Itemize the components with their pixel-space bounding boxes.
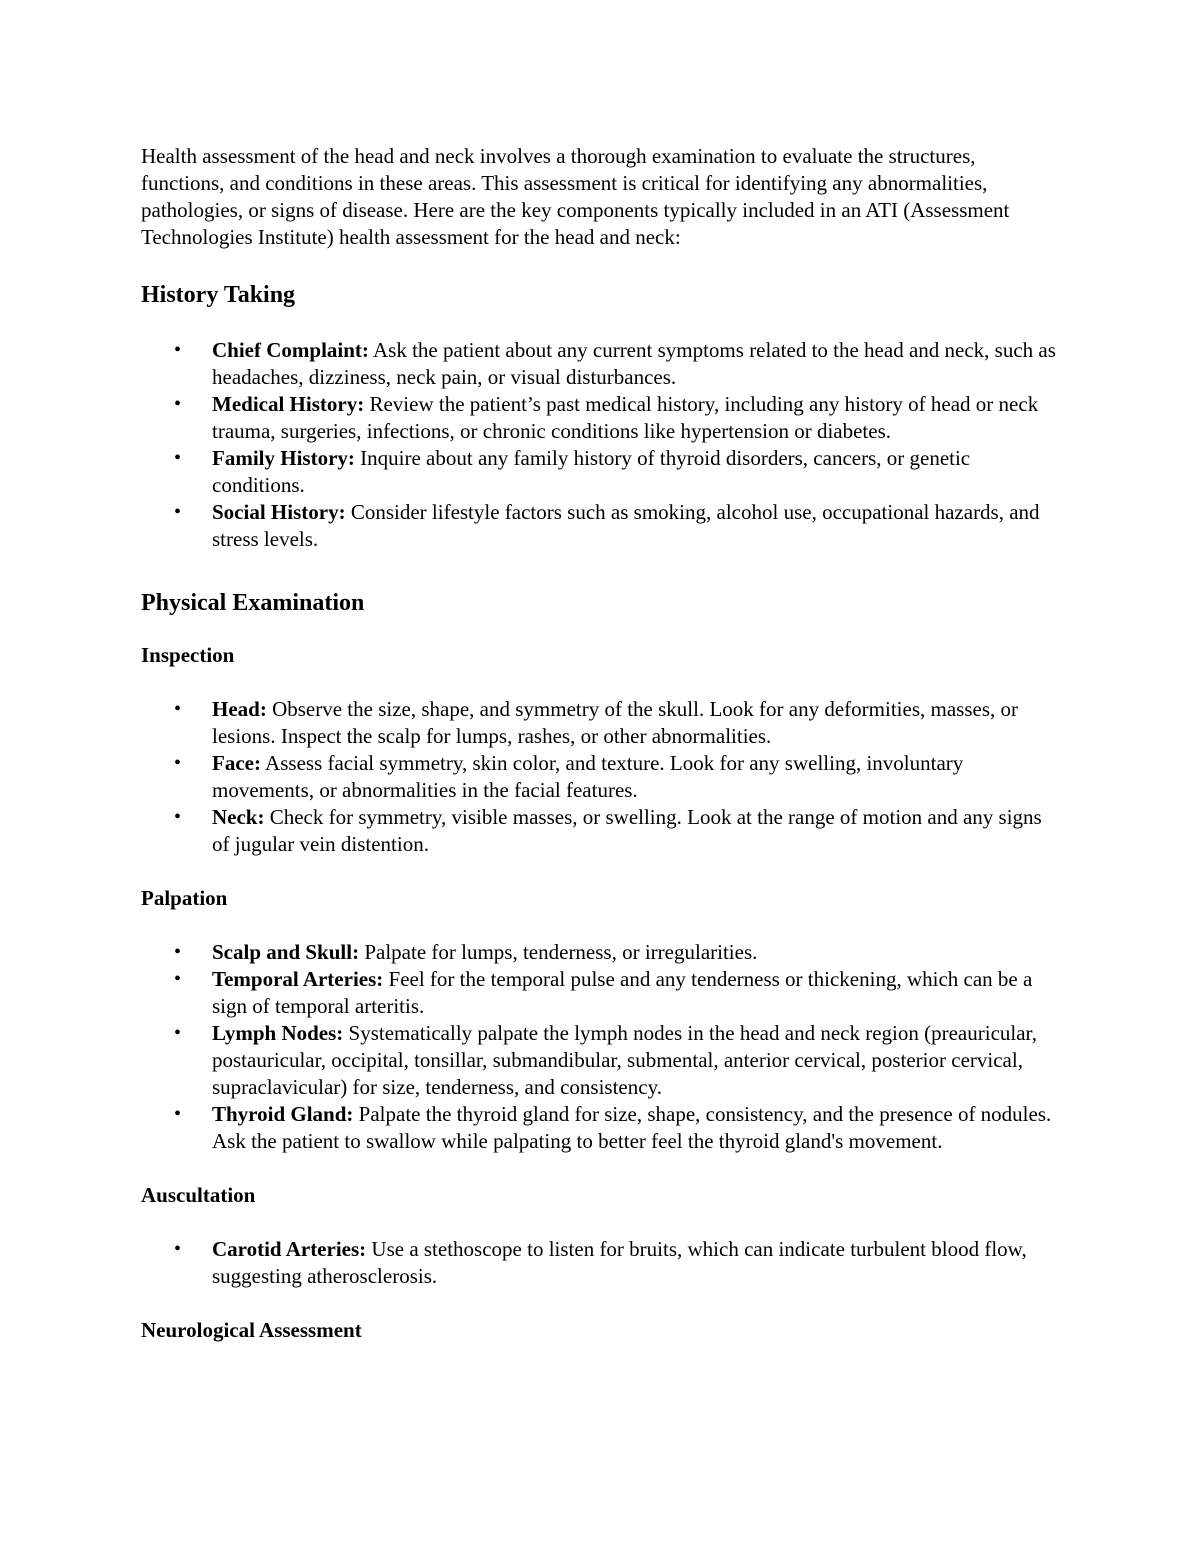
history-taking-list: [141, 337, 1061, 553]
list-item-term: Family History:: [212, 446, 355, 470]
auscultation-list: [141, 1236, 1061, 1290]
list-item-temporal-arteries: [141, 966, 1061, 1020]
list-item-scalp-and-skull: [141, 939, 1061, 966]
list-item-lymph-nodes: [141, 1020, 1061, 1101]
list-item-neck: [141, 804, 1061, 858]
intro-paragraph: Health assessment of the head and neck involves a thorough examination to evaluate the structures, functions, and conditions in these areas. This assessment is critical for identifying any abnormalities, pathologies, or signs of disease. Here are the key components typically included in an ATI (Assessment Technologies Institute) health assessment for the head and neck:: [141, 144, 1010, 249]
palpation-heading: Palpation: [141, 886, 228, 910]
bullet-icon: •: [174, 447, 182, 469]
list-item-term: Carotid Arteries:: [212, 1237, 367, 1261]
list-item-medical-history: [141, 391, 1061, 445]
list-item-text: Check for symmetry, visible masses, or swelling. Look at the range of motion and any signs of jugular vein distention.: [212, 805, 1042, 856]
list-item-text: Consider lifestyle factors such as smoking, alcohol use, occupational hazards, and stress levels.: [212, 500, 1040, 551]
bullet-icon: •: [174, 752, 182, 774]
list-item-text: Review the patient’s past medical history, including any history of head or neck trauma, surgeries, infections, or chronic conditions like hypertension or diabetes.: [212, 392, 1039, 443]
list-item-term: Scalp and Skull:: [212, 940, 360, 964]
bullet-icon: •: [174, 1103, 182, 1125]
list-item-text: Use a stethoscope to listen for bruits, which can indicate turbulent blood flow, suggesting atherosclerosis.: [212, 1237, 1027, 1288]
list-item-term: Face:: [212, 751, 261, 775]
list-item-face: [141, 750, 1061, 804]
inspection-list: [141, 696, 1061, 858]
list-item-term: Chief Complaint:: [212, 338, 369, 362]
auscultation-heading: Auscultation: [141, 1183, 256, 1207]
list-item-text: Feel for the temporal pulse and any tenderness or thickening, which can be a sign of temporal arteritis.: [212, 967, 1033, 1018]
list-item-text: Systematically palpate the lymph nodes in the head and neck region (preauricular, postauricular, occipital, tonsillar, submandibular, submental, anterior cervical, posterior cervical, supraclavicular) for size, tenderness, and consistency.: [212, 1021, 1037, 1099]
bullet-icon: •: [174, 1022, 182, 1044]
list-item-term: Thyroid Gland:: [212, 1102, 354, 1126]
list-item-term: Temporal Arteries:: [212, 967, 384, 991]
list-item-carotid-arteries: [141, 1236, 1061, 1290]
bullet-icon: •: [174, 941, 182, 963]
document-content: [141, 143, 1061, 1344]
list-item-term: Social History:: [212, 500, 346, 524]
list-item-family-history: [141, 445, 1061, 499]
list-item-thyroid-gland: [141, 1101, 1061, 1155]
history-taking-heading: History Taking: [141, 282, 296, 308]
bullet-icon: •: [174, 1238, 182, 1260]
bullet-icon: •: [174, 968, 182, 990]
neurological-assessment-heading: Neurological Assessment: [141, 1318, 362, 1342]
list-item-text: Ask the patient about any current symptoms related to the head and neck, such as headaches, dizziness, neck pain, or visual disturbances.: [212, 338, 1056, 389]
list-item-term: Medical History:: [212, 392, 365, 416]
list-item-text: Assess facial symmetry, skin color, and texture. Look for any swelling, involuntary movements, or abnormalities in the facial features.: [212, 751, 964, 802]
list-item-term: Head:: [212, 697, 267, 721]
bullet-icon: •: [174, 698, 182, 720]
list-item-text: Palpate for lumps, tenderness, or irregularities.: [359, 940, 758, 964]
physical-examination-heading: Physical Examination: [141, 590, 365, 616]
list-item-term: Lymph Nodes:: [212, 1021, 344, 1045]
bullet-icon: •: [174, 393, 182, 415]
list-item-head: [141, 696, 1061, 750]
list-item-text: Inquire about any family history of thyroid disorders, cancers, or genetic conditions.: [212, 446, 971, 497]
list-item-social-history: [141, 499, 1061, 553]
list-item-term: Neck:: [212, 805, 265, 829]
list-item-text: Observe the size, shape, and symmetry of the skull. Look for any deformities, masses, or lesions. Inspect the scalp for lumps, rashes, or other abnormalities.: [212, 697, 1018, 748]
inspection-heading: Inspection: [141, 643, 235, 667]
list-item-chief-complaint: [141, 337, 1061, 391]
bullet-icon: •: [174, 339, 182, 361]
list-item-text: Palpate the thyroid gland for size, shape, consistency, and the presence of nodules. Ask the patient to swallow while palpating to better feel the thyroid gland's movement.: [212, 1102, 1052, 1153]
palpation-list: [141, 939, 1061, 1155]
bullet-icon: •: [174, 806, 182, 828]
bullet-icon: •: [174, 501, 182, 523]
